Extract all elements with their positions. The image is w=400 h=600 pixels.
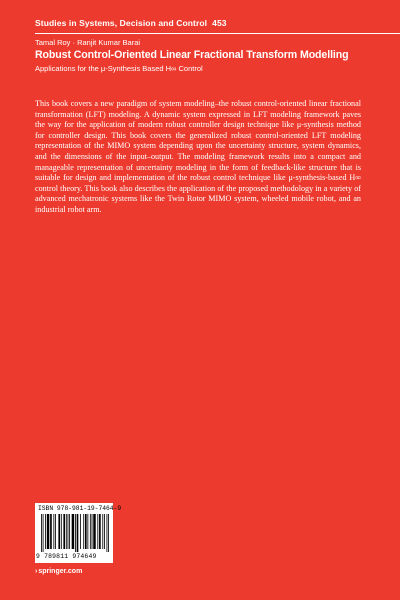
barcode-bar [45, 514, 46, 549]
series-number: 453 [212, 18, 227, 28]
barcode-bar [50, 514, 52, 549]
barcode-bar [87, 514, 88, 549]
barcode-bar [90, 514, 91, 549]
book-subtitle: Applications for the μ-Synthesis Based H∞ Control [35, 64, 203, 73]
barcode-bar [102, 514, 103, 549]
barcode-bars [41, 514, 109, 552]
barcode-bar [107, 514, 108, 552]
barcode-bar [53, 514, 54, 549]
barcode-bar [61, 514, 62, 549]
publisher-url: springer.com [38, 568, 83, 575]
barcode-digits: 9 789811 974649 [36, 553, 97, 560]
barcode-bar [47, 514, 49, 549]
barcode-bar [41, 514, 42, 552]
barcode-bar [93, 514, 95, 549]
publisher-link[interactable] [35, 568, 82, 575]
barcode-bar [83, 514, 84, 549]
barcode-bar [99, 514, 101, 549]
series-name: Studies in Systems, Decision and Control [35, 18, 208, 28]
barcode-bar [97, 514, 98, 549]
barcode-bar [77, 514, 79, 552]
barcode-box [35, 503, 122, 563]
barcode-bar [68, 514, 69, 549]
header-rule [35, 33, 400, 34]
barcode-bar [75, 514, 76, 552]
barcode-bar [43, 514, 44, 552]
book-title: Robust Control-Oriented Linear Fractional Transform Modelling [35, 49, 349, 61]
barcode-bar [108, 514, 109, 552]
isbn-label: ISBN 978-981-19-7464-9 [38, 505, 122, 512]
chevron-right-icon: › [35, 568, 38, 575]
barcode-bar [80, 514, 81, 549]
authors: Tamal Roy · Ranjit Kumar Barai [35, 38, 141, 47]
barcode-bar [58, 514, 60, 549]
barcode-bar [55, 514, 56, 549]
book-description: This book covers a new paradigm of system modeling–the robust control-oriented linear fractional transformation (LFT) modeling. A dynamic system expressed in LFT modeling framework paves the way for the application of modern robust controller design technique like μ-synthesis method for controller design. This book covers the generalized robust control-oriented LFT modeling representation of the MIMO system depending upon the uncertainty structure, system dynamics, and the dimensions of the input–output. The modeling framework results into a compact and manageable representation of uncertainty modeling in the form of feedback-like structure that is suitable for design and implementation of the robust control technique like μ-synthesis-based H∞ control theory. This book also describes the application of the proposed methodology in a variety of advanced mechatronic systems like the Twin Rotor MIMO system, wheeled mobile robot, and an industrial robot arm. [35, 99, 361, 214]
barcode-bar [63, 514, 65, 549]
barcode-bar [104, 514, 105, 549]
barcode-bar [69, 514, 70, 549]
barcode-bar [85, 514, 87, 549]
barcode-bar [72, 514, 74, 549]
barcode-bar [92, 514, 93, 549]
series-line [35, 18, 227, 28]
barcode-bar [66, 514, 67, 549]
